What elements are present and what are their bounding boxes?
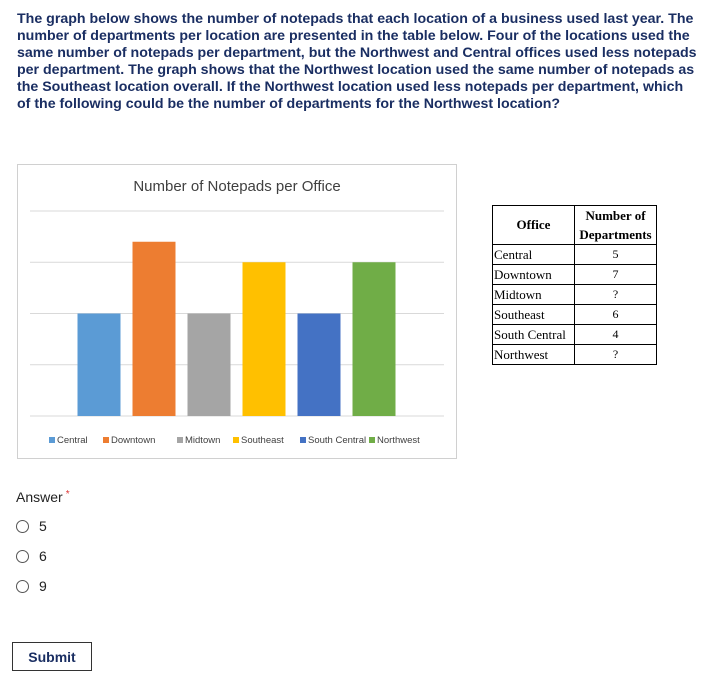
legend-label: Southeast [241, 435, 284, 446]
bar-northwest [353, 262, 396, 416]
bar-southeast [243, 262, 286, 416]
table-row [493, 325, 657, 345]
table-row [493, 245, 657, 265]
legend-swatch [300, 437, 306, 443]
table-row [493, 345, 657, 365]
bar-midtown [188, 314, 231, 417]
bar-south-central [298, 314, 341, 417]
legend-swatch [49, 437, 55, 443]
option-label: 9 [39, 578, 47, 594]
answer-label [16, 489, 70, 505]
chart-title: Number of Notepads per Office [133, 178, 341, 195]
departments-cell: 4 [575, 325, 657, 345]
submit-button[interactable]: Submit [12, 642, 92, 671]
required-mark: * [65, 489, 70, 500]
legend-swatch [177, 437, 183, 443]
radio-button[interactable] [16, 580, 29, 593]
radio-button[interactable] [16, 550, 29, 563]
departments-cell: ? [575, 345, 657, 365]
legend-swatch [369, 437, 375, 443]
answer-label-text: Answer [16, 489, 63, 505]
answer-option-9[interactable] [16, 578, 47, 594]
office-cell: Central [493, 245, 575, 265]
question-text: The graph below shows the number of notepads that each location of a business used last year. The number of departments per location are presented in the table below. Four of the locations used the same number of notepads per department, but the Northwest and Central offices used less notepads per department. The graph shows that the Northwest location used the same number of notepads as the Southeast location overall. If the Northwest location used less notepads per department, which of the following could be the number of departments for the Northwest location? [17, 11, 697, 112]
bar-chart [17, 164, 457, 459]
departments-cell: 7 [575, 265, 657, 285]
legend-label: Midtown [185, 435, 221, 446]
radio-button[interactable] [16, 520, 29, 533]
office-cell: South Central [493, 325, 575, 345]
option-label: 5 [39, 518, 47, 534]
departments-cell: 5 [575, 245, 657, 265]
table-row [493, 285, 657, 305]
header-departments-line2: Departments [579, 227, 652, 242]
chart-svg [18, 165, 456, 458]
table-row [493, 265, 657, 285]
bar-central [78, 314, 121, 417]
legend-label: Downtown [111, 435, 156, 446]
table-row [493, 305, 657, 325]
office-cell: Southeast [493, 305, 575, 325]
office-cell: Downtown [493, 265, 575, 285]
legend-label: Northwest [377, 435, 420, 446]
office-cell: Northwest [493, 345, 575, 365]
header-departments-line1: Number of [585, 208, 646, 223]
office-cell: Midtown [493, 285, 575, 305]
departments-table [492, 205, 657, 365]
departments-cell: ? [575, 285, 657, 305]
legend-label: Central [57, 435, 88, 446]
legend-swatch [103, 437, 109, 443]
legend-label: South Central [308, 435, 367, 446]
header-office: Office [493, 206, 575, 245]
legend-swatch [233, 437, 239, 443]
bar-downtown [133, 242, 176, 416]
header-departments [575, 206, 657, 245]
answer-option-5[interactable] [16, 518, 47, 534]
option-label: 6 [39, 548, 47, 564]
answer-option-6[interactable] [16, 548, 47, 564]
departments-cell: 6 [575, 305, 657, 325]
